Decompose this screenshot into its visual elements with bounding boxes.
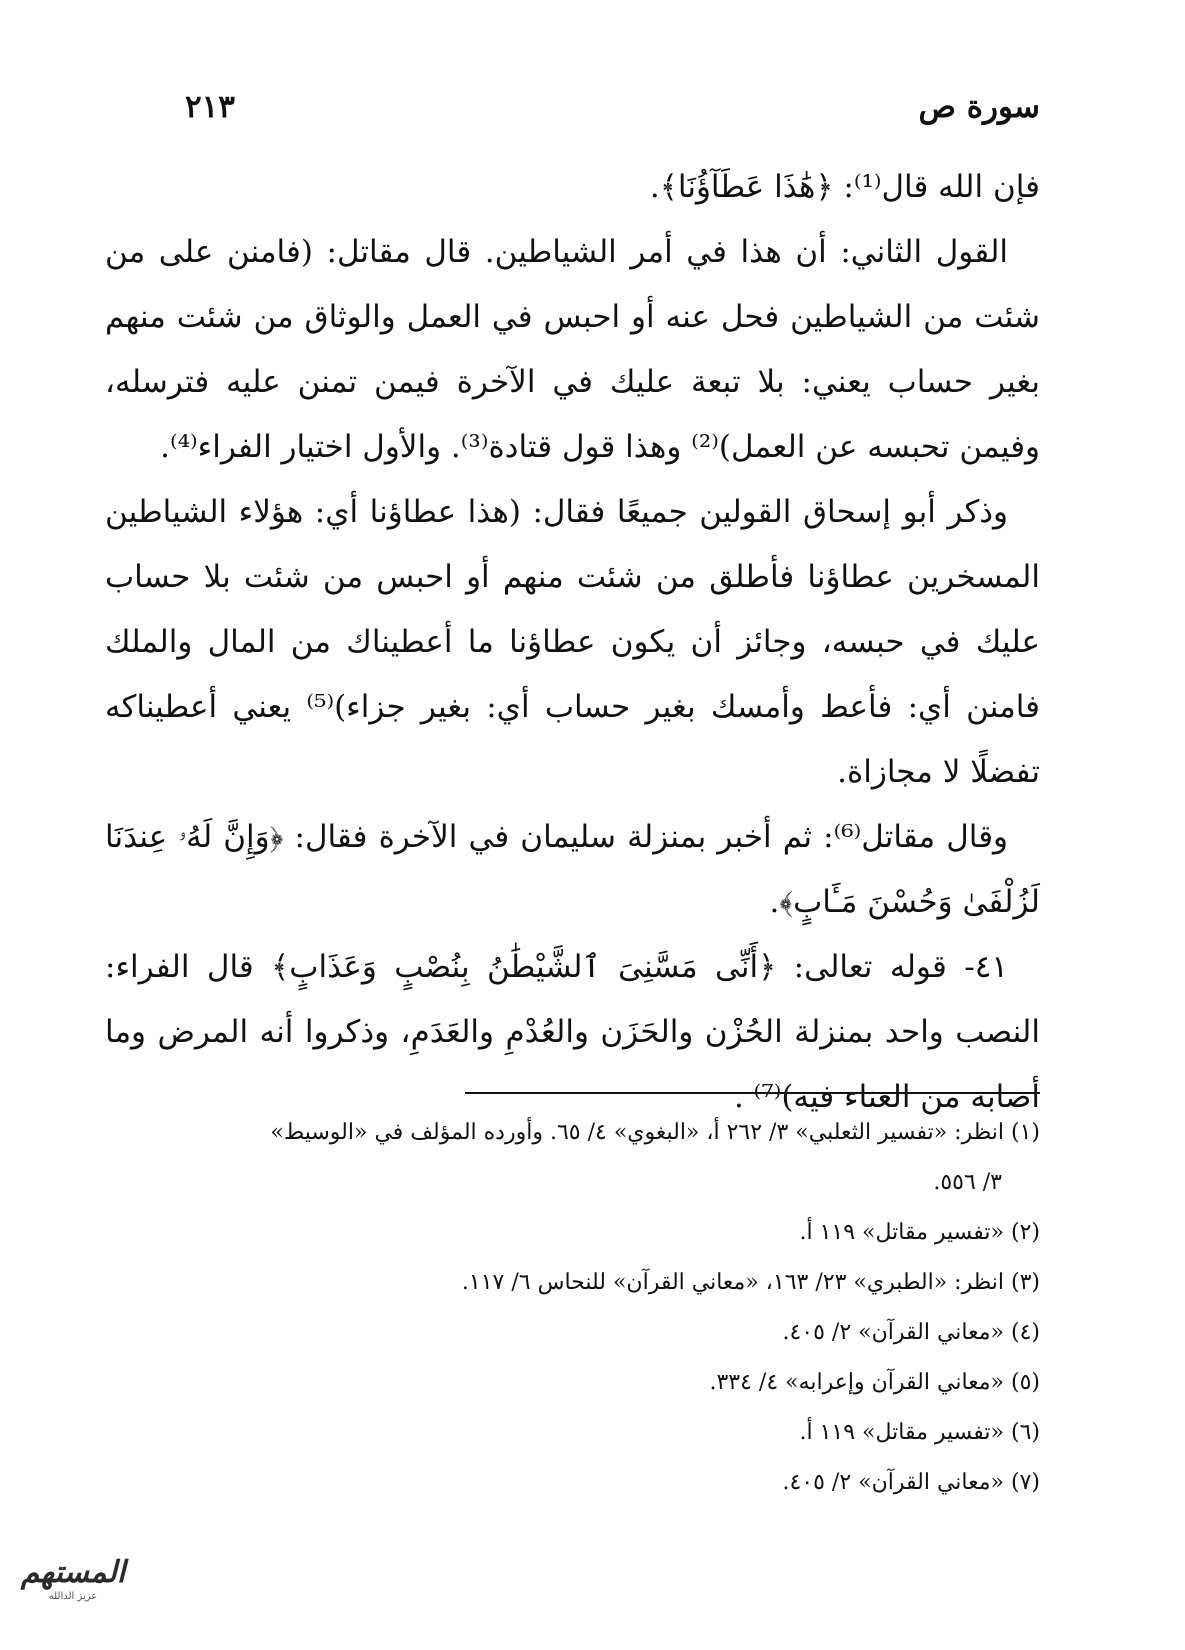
watermark-logo: [8, 1545, 138, 1640]
watermark-subtitle: عزيز الدالله: [48, 1591, 98, 1602]
footnote-7: (٧) «معاني القرآن» ٢/ ٤٠٥.: [782, 1470, 1040, 1495]
footnote-5: (٥) «معاني القرآن وإعرابه» ٤/ ٣٣٤.: [709, 1370, 1040, 1395]
footnote-4: (٤) «معاني القرآن» ٢/ ٤٠٥.: [782, 1320, 1040, 1345]
paragraph-5: ٤١- قوله تعالى: ﴿أَنِّى مَسَّنِىَ ٱلشَّيْطَٰنُ بِنُصْبٍ وَعَذَابٍ﴾ قال الفراء: النصب واحد بمنزلة الحُزْن والحَزَن والعُدْمِ والعَدَمِ، وذكروا أنه المرض وما أصابه من العناء فيه)⁽⁷⁾ .: [105, 949, 1040, 1115]
main-text: [105, 155, 1040, 1130]
page-number: ٢١٣: [185, 89, 235, 125]
footnote-3: (٣) انظر: «الطبري» ٢٣/ ١٦٣، «معاني القرآن» للنحاس ٦/ ١١٧.: [461, 1270, 1040, 1295]
paragraph-3: وذكر أبو إسحاق القولين جميعًا فقال: (هذا عطاؤنا أي: هؤلاء الشياطين المسخرين عطاؤنا فأطلق من شئت منهم أو احبس من شئت بلا حساب عليك في حبسه، وجائز أن يكون عطاؤنا ما أعطيناك من المال والملك فامنن أي: فأعط وأمسك بغير حساب أي: بغير جزاء)⁽⁵⁾ يعني أعطيناكه تفضلًا لا مجازاة.: [105, 494, 1041, 790]
footnote-6: (٦) «تفسير مقاتل» ١١٩ أ.: [799, 1420, 1040, 1445]
paragraph-2: القول الثاني: أن هذا في أمر الشياطين. قال مقاتل: (فامنن على من شئت من الشياطين فحل عنه أو احبس في العمل والوثاق من شئت منهم بغير حساب يعني: بلا تبعة عليك في الآخرة فيمن تمنن عليه فترسله، وفيمن تحبسه عن العمل)⁽²⁾ وهذا قول قتادة⁽³⁾. والأول اختيار الفراء⁽⁴⁾.: [105, 234, 1040, 465]
paragraph-4: وقال مقاتل⁽⁶⁾: ثم أخبر بمنزلة سليمان في الآخرة فقال: ﴿وَإِنَّ لَهُۥ عِندَنَا لَزُلْفَىٰ وَحُسْنَ مَـَٔابٍ﴾.: [105, 819, 1040, 920]
paragraph-1: فإن الله قال⁽¹⁾: ﴿هَٰذَا عَطَآؤُنَا﴾.: [649, 169, 1040, 205]
surah-title: سورة ص: [918, 89, 1040, 125]
footnotes: [105, 1108, 1040, 1508]
watermark-text: المستهم: [20, 1555, 126, 1590]
page-header: [185, 82, 1040, 132]
footnote-divider: [465, 1092, 1040, 1094]
footnote-1-continued: ٣/ ٥٥٦.: [933, 1170, 1002, 1195]
footnote-1: (١) انظر: «تفسير الثعلبي» ٣/ ٢٦٢ أ، «البغوي» ٤/ ٦٥. وأورده المؤلف في «الوسيط»: [270, 1120, 1040, 1145]
footnote-2: (٢) «تفسير مقاتل» ١١٩ أ.: [799, 1220, 1040, 1245]
